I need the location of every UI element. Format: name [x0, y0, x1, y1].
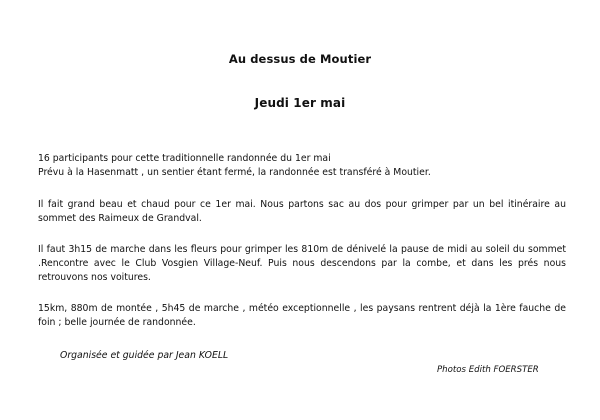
paragraph-route: [38, 243, 566, 285]
document-date: Jeudi 1er mai: [254, 96, 346, 110]
paragraph-line: Il fait grand beau et chaud pour ce 1er mai. Nous partons sac au dos pour grimper par un bel itinéraire au sommet des Raimeux de Grandval.: [38, 199, 566, 224]
paragraph-weather: [38, 198, 566, 226]
paragraph-line: Il faut 3h15 de marche dans les fleurs pour grimper les 810m de dénivelé la pause de midi au soleil du sommet .Rencontre avec le Club Vosgien Village-Neuf. Puis nous descendons par la combe, et dans les prés nous retrouvons nos voitures.: [38, 244, 566, 283]
organizer-text: Organisée et guidée par Jean KOELL: [60, 350, 229, 361]
paragraph-line: 16 participants pour cette traditionnelle randonnée du 1er mai: [38, 153, 331, 164]
photo-credit: Photos Edith FOERSTER: [437, 365, 539, 375]
paragraph-participants: [38, 152, 566, 180]
document-title: Au dessus de Moutier: [228, 52, 372, 66]
paragraph-line: Prévu à la Hasenmatt , un sentier étant fermé, la randonnée est transféré à Moutier.: [38, 167, 431, 178]
paragraph-summary: [38, 302, 566, 330]
paragraph-line: 15km, 880m de montée , 5h45 de marche , météo exceptionnelle , les paysans rentrent déjà la 1ère fauche de foin ; belle journée de randonnée.: [38, 303, 566, 328]
